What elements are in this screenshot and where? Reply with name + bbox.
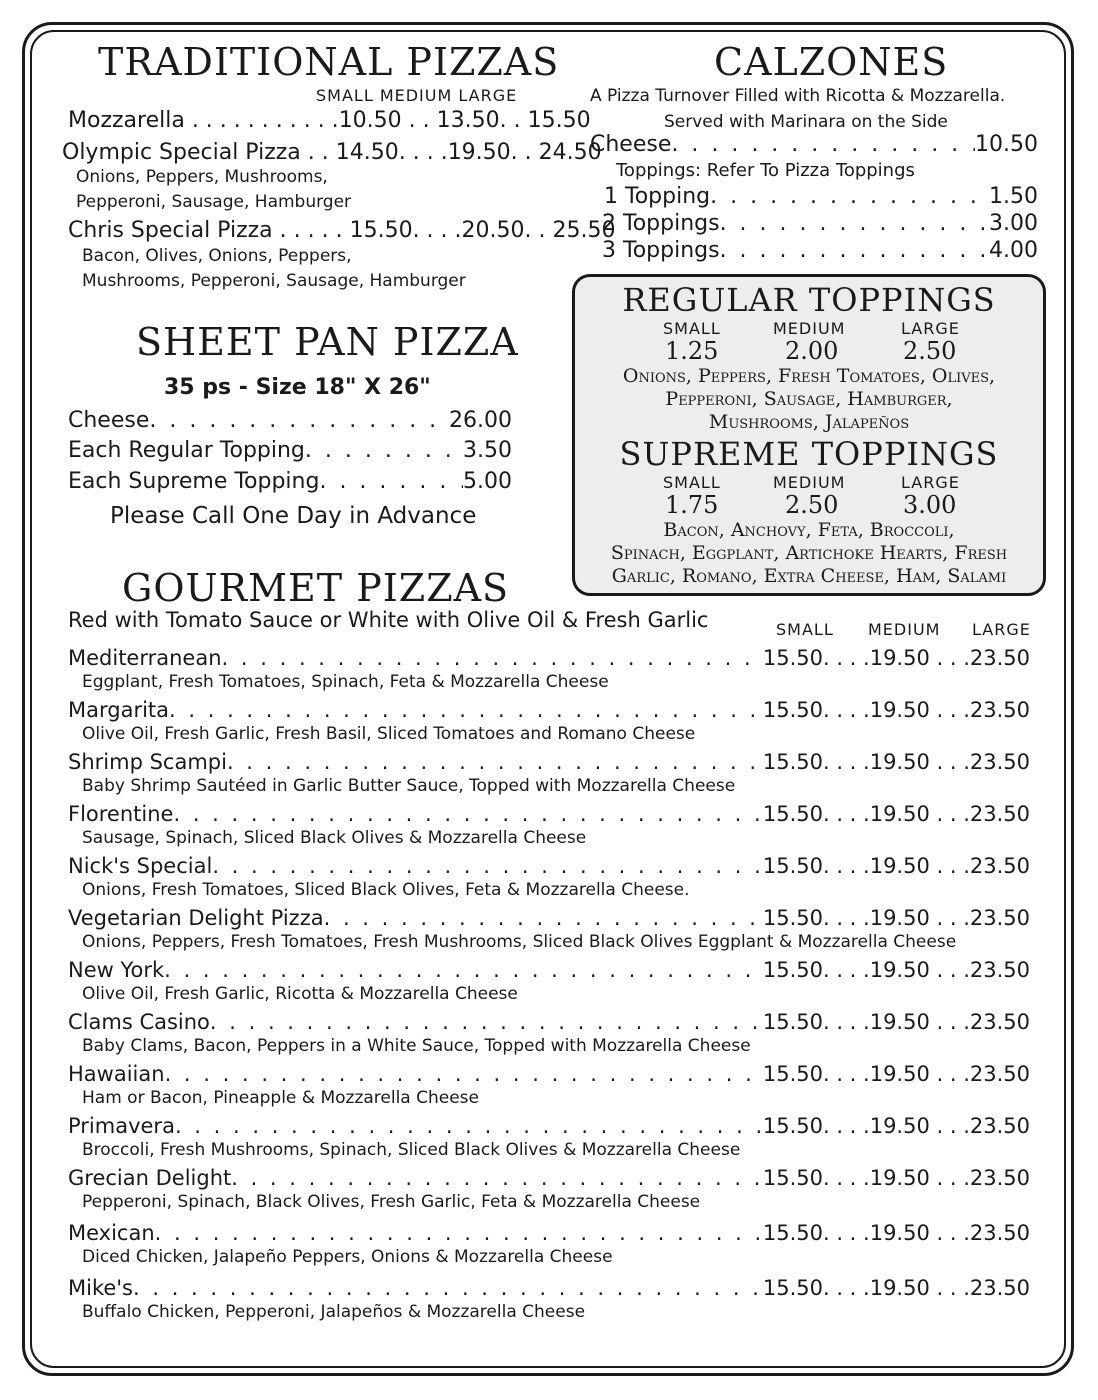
size-label: SMALL xyxy=(663,473,721,492)
toppings-list: Spinach, Eggplant, Artichoke Hearts, Fresh xyxy=(610,542,1008,564)
size-label: LARGE xyxy=(901,319,960,338)
item-desc: Onions, Peppers, Fresh Tomatoes, Fresh Mushrooms, Sliced Black Olives Eggplant & Mozzarella Cheese xyxy=(82,932,957,952)
size-label: LARGE xyxy=(972,620,1031,639)
gourmet-item-line xyxy=(68,698,1030,722)
item-name: Margarita xyxy=(68,698,170,722)
dots xyxy=(169,698,763,722)
dots xyxy=(227,750,763,774)
item-desc: Pepperoni, Sausage, Hamburger xyxy=(76,192,352,212)
gourmet-title: GOURMET PIZZAS xyxy=(122,566,510,610)
dots xyxy=(175,1114,763,1138)
dots xyxy=(671,132,975,157)
dots xyxy=(155,1221,763,1245)
gourmet-item-line xyxy=(68,646,1030,670)
size-label: MEDIUM xyxy=(773,319,846,338)
dots xyxy=(222,646,763,670)
sheet-pan-item xyxy=(68,469,512,494)
item-name: Nick's Special xyxy=(68,854,213,878)
size-label: MEDIUM xyxy=(773,473,846,492)
item-desc: Bacon, Olives, Onions, Peppers, xyxy=(82,246,352,266)
gourmet-item-line xyxy=(68,1221,1030,1245)
item-desc: Onions, Peppers, Mushrooms, xyxy=(76,167,328,187)
item-prices: 15.50. . . .19.50 . . .23.50 xyxy=(762,1276,1030,1300)
dots xyxy=(231,1166,763,1190)
gourmet-item xyxy=(68,698,1030,744)
traditional-item xyxy=(68,218,615,243)
calzones-desc: A Pizza Turnover Filled with Ricotta & Mozzarella. xyxy=(590,86,1006,106)
item-desc: Sausage, Spinach, Sliced Black Olives & Mozzarella Cheese xyxy=(82,828,587,848)
item-name: Chris Special Pizza xyxy=(68,218,273,243)
toppings-list: Onions, Peppers, Fresh Tomatoes, Olives, xyxy=(622,365,996,387)
item-prices: . . . . . 15.50. . . .20.50. . 25.50 xyxy=(279,218,616,243)
gourmet-item-line xyxy=(68,1062,1030,1086)
item-name: Primavera xyxy=(68,1114,175,1138)
calzone-item xyxy=(604,184,1038,209)
calzones-desc: Served with Marinara on the Side xyxy=(664,112,948,132)
size-label: SMALL xyxy=(663,319,721,338)
calzones-title: CALZONES xyxy=(714,40,949,84)
topping-price: 2.50 xyxy=(903,337,957,365)
item-prices: 15.50. . . .19.50 . . .23.50 xyxy=(762,1166,1030,1190)
item-name: Cheese xyxy=(68,408,150,433)
item-desc: Buffalo Chicken, Pepperoni, Jalapeños & Mozzarella Cheese xyxy=(82,1302,586,1322)
size-label: MEDIUM xyxy=(868,620,941,639)
item-desc: Baby Shrimp Sautéed in Garlic Butter Sauce, Topped with Mozzarella Cheese xyxy=(82,776,736,796)
item-name: Olympic Special Pizza xyxy=(62,140,301,165)
item-name: Mexican xyxy=(68,1221,155,1245)
gourmet-item xyxy=(68,1276,1030,1322)
gourmet-item xyxy=(68,906,1030,952)
item-name: Cheese xyxy=(590,132,672,157)
dots xyxy=(710,184,989,209)
dots xyxy=(173,802,762,826)
regular-toppings-title: REGULAR TOPPINGS xyxy=(622,281,996,319)
sheet-pan-title: SHEET PAN PIZZA xyxy=(136,320,519,364)
gourmet-item-line xyxy=(68,750,1030,774)
dots xyxy=(164,958,763,982)
item-price: 10.50 xyxy=(975,132,1038,157)
gourmet-item xyxy=(68,958,1030,1004)
item-prices: 15.50. . . .19.50 . . .23.50 xyxy=(762,646,1030,670)
toppings-box xyxy=(572,274,1046,596)
item-prices: 15.50. . . .19.50 . . .23.50 xyxy=(762,698,1030,722)
item-desc: Olive Oil, Fresh Garlic, Ricotta & Mozzarella Cheese xyxy=(82,984,518,1004)
item-prices: 15.50. . . .19.50 . . .23.50 xyxy=(762,750,1030,774)
item-name: Vegetarian Delight Pizza xyxy=(68,906,324,930)
dots xyxy=(324,906,763,930)
item-prices: 15.50. . . .19.50 . . .23.50 xyxy=(762,1221,1030,1245)
item-price: 3.50 xyxy=(463,438,512,463)
topping-price: 2.50 xyxy=(785,491,839,519)
size-label: LARGE xyxy=(901,473,960,492)
toppings-list: Mushrooms, Jalapeños xyxy=(708,411,910,433)
item-name: 2 Toppings xyxy=(602,211,720,236)
item-name: New York xyxy=(68,958,165,982)
dots xyxy=(720,211,989,236)
gourmet-item-line xyxy=(68,1114,1030,1138)
item-name: Mike's xyxy=(68,1276,133,1300)
calzone-item xyxy=(590,132,1038,157)
item-prices: 15.50. . . .19.50 . . .23.50 xyxy=(762,1010,1030,1034)
dots xyxy=(133,1276,763,1300)
dots xyxy=(720,238,989,263)
gourmet-item-line xyxy=(68,802,1030,826)
supreme-toppings-title: SUPREME TOPPINGS xyxy=(619,435,999,473)
item-prices: 15.50. . . .19.50 . . .23.50 xyxy=(762,958,1030,982)
gourmet-item-line xyxy=(68,958,1030,982)
item-name: Florentine xyxy=(68,802,174,826)
item-desc: Broccoli, Fresh Mushrooms, Spinach, Sliced Black Olives & Mozzarella Cheese xyxy=(82,1140,741,1160)
gourmet-item xyxy=(68,1010,1030,1056)
gourmet-item xyxy=(68,1221,1030,1267)
item-desc: Pepperoni, Spinach, Black Olives, Fresh Garlic, Feta & Mozzarella Cheese xyxy=(82,1192,701,1212)
item-price: 1.50 xyxy=(989,184,1038,209)
item-desc: Baby Clams, Bacon, Peppers in a White Sauce, Topped with Mozzarella Cheese xyxy=(82,1036,751,1056)
item-desc: Diced Chicken, Jalapeño Peppers, Onions & Mozzarella Cheese xyxy=(82,1247,613,1267)
sheet-pan-subtitle: 35 ps - Size 18" X 26" xyxy=(164,375,431,400)
calzone-item xyxy=(602,211,1038,236)
gourmet-item xyxy=(68,1062,1030,1108)
item-prices: 15.50. . . .19.50 . . .23.50 xyxy=(762,1062,1030,1086)
toppings-list: Pepperoni, Sausage, Hamburger, xyxy=(665,388,953,410)
size-label: SMALL xyxy=(776,620,834,639)
dots xyxy=(305,438,463,463)
gourmet-item-line xyxy=(68,1010,1030,1034)
item-prices: 15.50. . . .19.50 . . .23.50 xyxy=(762,906,1030,930)
item-price: 5.00 xyxy=(463,469,512,494)
item-prices: 15.50. . . .19.50 . . .23.50 xyxy=(762,854,1030,878)
item-desc: Mushrooms, Pepperoni, Sausage, Hamburger xyxy=(82,271,466,291)
toppings-list: Garlic, Romano, Extra Cheese, Ham, Salami xyxy=(611,565,1007,587)
item-name: 3 Toppings xyxy=(602,238,720,263)
gourmet-item-line xyxy=(68,854,1030,878)
gourmet-item xyxy=(68,1166,1030,1212)
item-desc: Ham or Bacon, Pineapple & Mozzarella Cheese xyxy=(82,1088,480,1108)
item-name: Mediterranean xyxy=(68,646,222,670)
item-desc: Olive Oil, Fresh Garlic, Fresh Basil, Sliced Tomatoes and Romano Cheese xyxy=(82,724,696,744)
sheet-pan-item xyxy=(68,408,512,433)
item-prices: 15.50. . . .19.50 . . .23.50 xyxy=(762,1114,1030,1138)
topping-price: 1.75 xyxy=(665,491,719,519)
gourmet-item xyxy=(68,854,1030,900)
item-price: 26.00 xyxy=(449,408,512,433)
item-name: Clams Casino xyxy=(68,1010,210,1034)
gourmet-subtitle: Red with Tomato Sauce or White with Olive Oil & Fresh Garlic xyxy=(68,608,709,632)
gourmet-item-line xyxy=(68,1276,1030,1300)
gourmet-item-line xyxy=(68,906,1030,930)
sheet-pan-item xyxy=(68,438,512,463)
item-prices: 10.50 . . 13.50. . 15.50 xyxy=(338,108,591,133)
item-name: Each Supreme Topping xyxy=(68,469,320,494)
item-prices: . . 14.50. . . .19.50. . 24.50 xyxy=(307,140,602,165)
dots xyxy=(149,408,449,433)
toppings-list: Bacon, Anchovy, Feta, Broccoli, xyxy=(663,519,955,541)
dots xyxy=(210,1010,763,1034)
dots xyxy=(212,854,763,878)
item-desc: Eggplant, Fresh Tomatoes, Spinach, Feta & Mozzarella Cheese xyxy=(82,672,609,692)
traditional-item xyxy=(68,108,591,133)
traditional-title: TRADITIONAL PIZZAS xyxy=(98,40,560,84)
item-price: 4.00 xyxy=(989,238,1038,263)
topping-price: 3.00 xyxy=(903,491,957,519)
traditional-item xyxy=(62,140,602,165)
sheet-pan-note: Please Call One Day in Advance xyxy=(110,503,477,529)
gourmet-item-line xyxy=(68,1166,1030,1190)
dots xyxy=(165,1062,763,1086)
topping-price: 2.00 xyxy=(785,337,839,365)
item-prices: 15.50. . . .19.50 . . .23.50 xyxy=(762,802,1030,826)
dots xyxy=(319,469,463,494)
item-name: Hawaiian xyxy=(68,1062,165,1086)
item-name: Mozzarella xyxy=(68,108,185,133)
item-price: 3.00 xyxy=(989,211,1038,236)
item-name: Each Regular Topping xyxy=(68,438,305,463)
calzones-toppings-note: Toppings: Refer To Pizza Toppings xyxy=(616,160,915,181)
dots: . . . . . . . . . . . xyxy=(184,108,339,133)
item-name: Shrimp Scampi xyxy=(68,750,227,774)
gourmet-item xyxy=(68,646,1030,692)
gourmet-item xyxy=(68,1114,1030,1160)
item-name: 1 Topping xyxy=(604,184,711,209)
gourmet-item xyxy=(68,750,1030,796)
traditional-size-header: SMALL MEDIUM LARGE xyxy=(316,86,518,105)
topping-price: 1.25 xyxy=(665,337,719,365)
item-desc: Onions, Fresh Tomatoes, Sliced Black Olives, Feta & Mozzarella Cheese. xyxy=(82,880,690,900)
gourmet-item xyxy=(68,802,1030,848)
calzone-item xyxy=(602,238,1038,263)
item-name: Grecian Delight xyxy=(68,1166,232,1190)
